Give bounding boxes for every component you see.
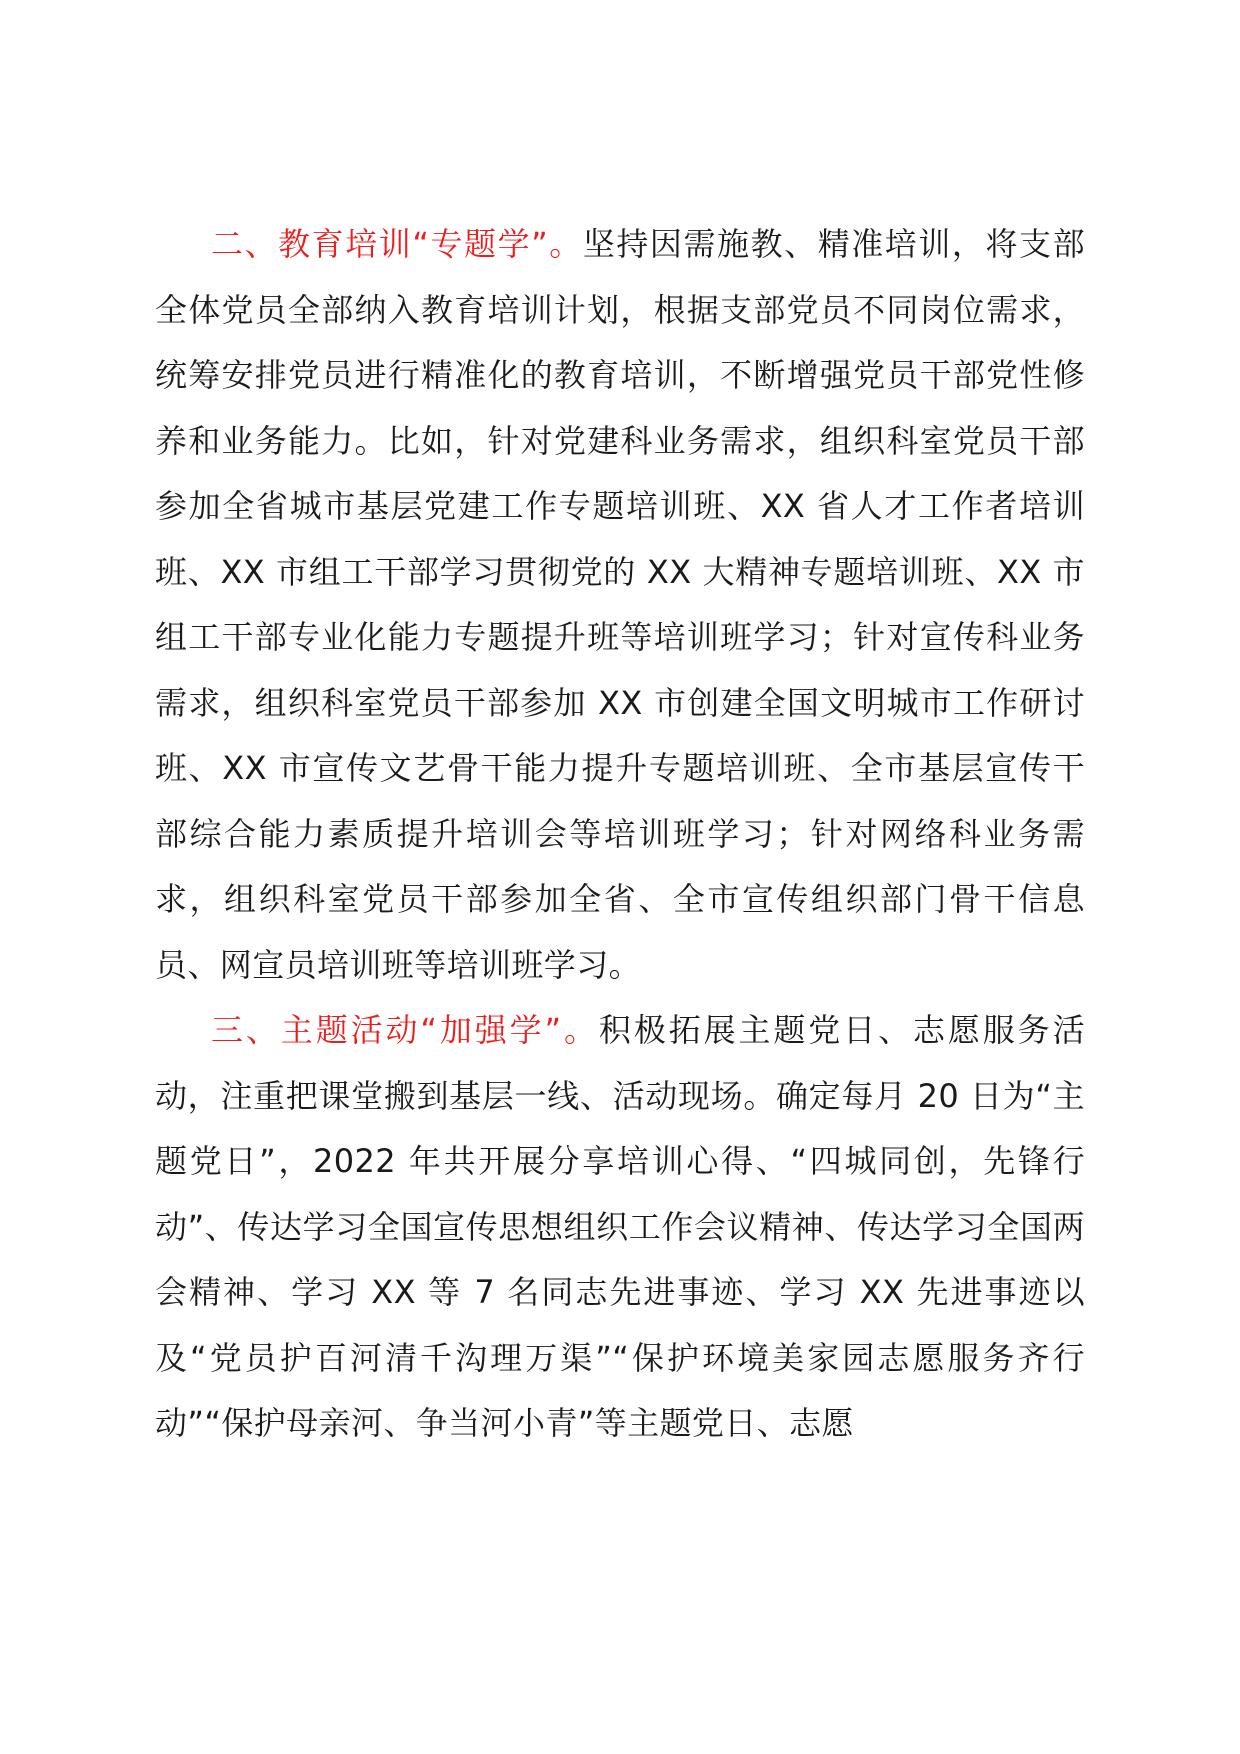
paragraph-text-education-training: 坚持因需施教、精准培训，将支部全体党员全部纳入教育培训计划，根据支部党员不同岗位需求，统筹安排党员进行精准化的教育培训，不断增强党员干部党性修养和业务能力。比如，针对党建科业务需求，组织科室党员干部参加全省城市基层党建工作专题培训班、XX 省人才工作者培训班、XX 市组工干部学习贯彻党的 XX 大精神专题培训班、XX 市组工干部专业化能力专题提升班等培训班学习；针对宣传科业务需求，组织科室党员干部参加 XX 市创建全国文明城市工作研讨班、XX 市宣传文艺骨干能力提升专题培训班、全市基层宣传干部综合能力素质提升培训会等培训班学习；针对网络科业务需求，组织科室党员干部参加全省、全市宣传组织部门骨干信息员、网宣员培训班等培训班学习。 <box>155 225 1085 984</box>
paragraph-theme-activity <box>155 998 1085 1457</box>
document-body <box>155 212 1085 1457</box>
paragraph-education-training <box>155 212 1085 998</box>
section-heading-theme-activity: 三、主题活动“加强学”。 <box>211 1011 599 1049</box>
paragraph-text-theme-activity: 积极拓展主题党日、志愿服务活动，注重把课堂搬到基层一线、活动现场。确定每月 20 日为“主题党日”，2022 年共开展分享培训心得、“四城同创，先锋行动”、传达学习全国宣传思想组织工作会议精神、传达学习全国两会精神、学习 XX 等 7 名同志先进事迹、学习 XX 先进事迹以及“党员护百河清千沟理万渠”“保护环境美家园志愿服务齐行动”“保护母亲河、争当河小青”等主题党日、志愿 <box>155 1011 1085 1442</box>
section-heading-education-training: 二、教育培训“专题学”。 <box>211 225 583 263</box>
